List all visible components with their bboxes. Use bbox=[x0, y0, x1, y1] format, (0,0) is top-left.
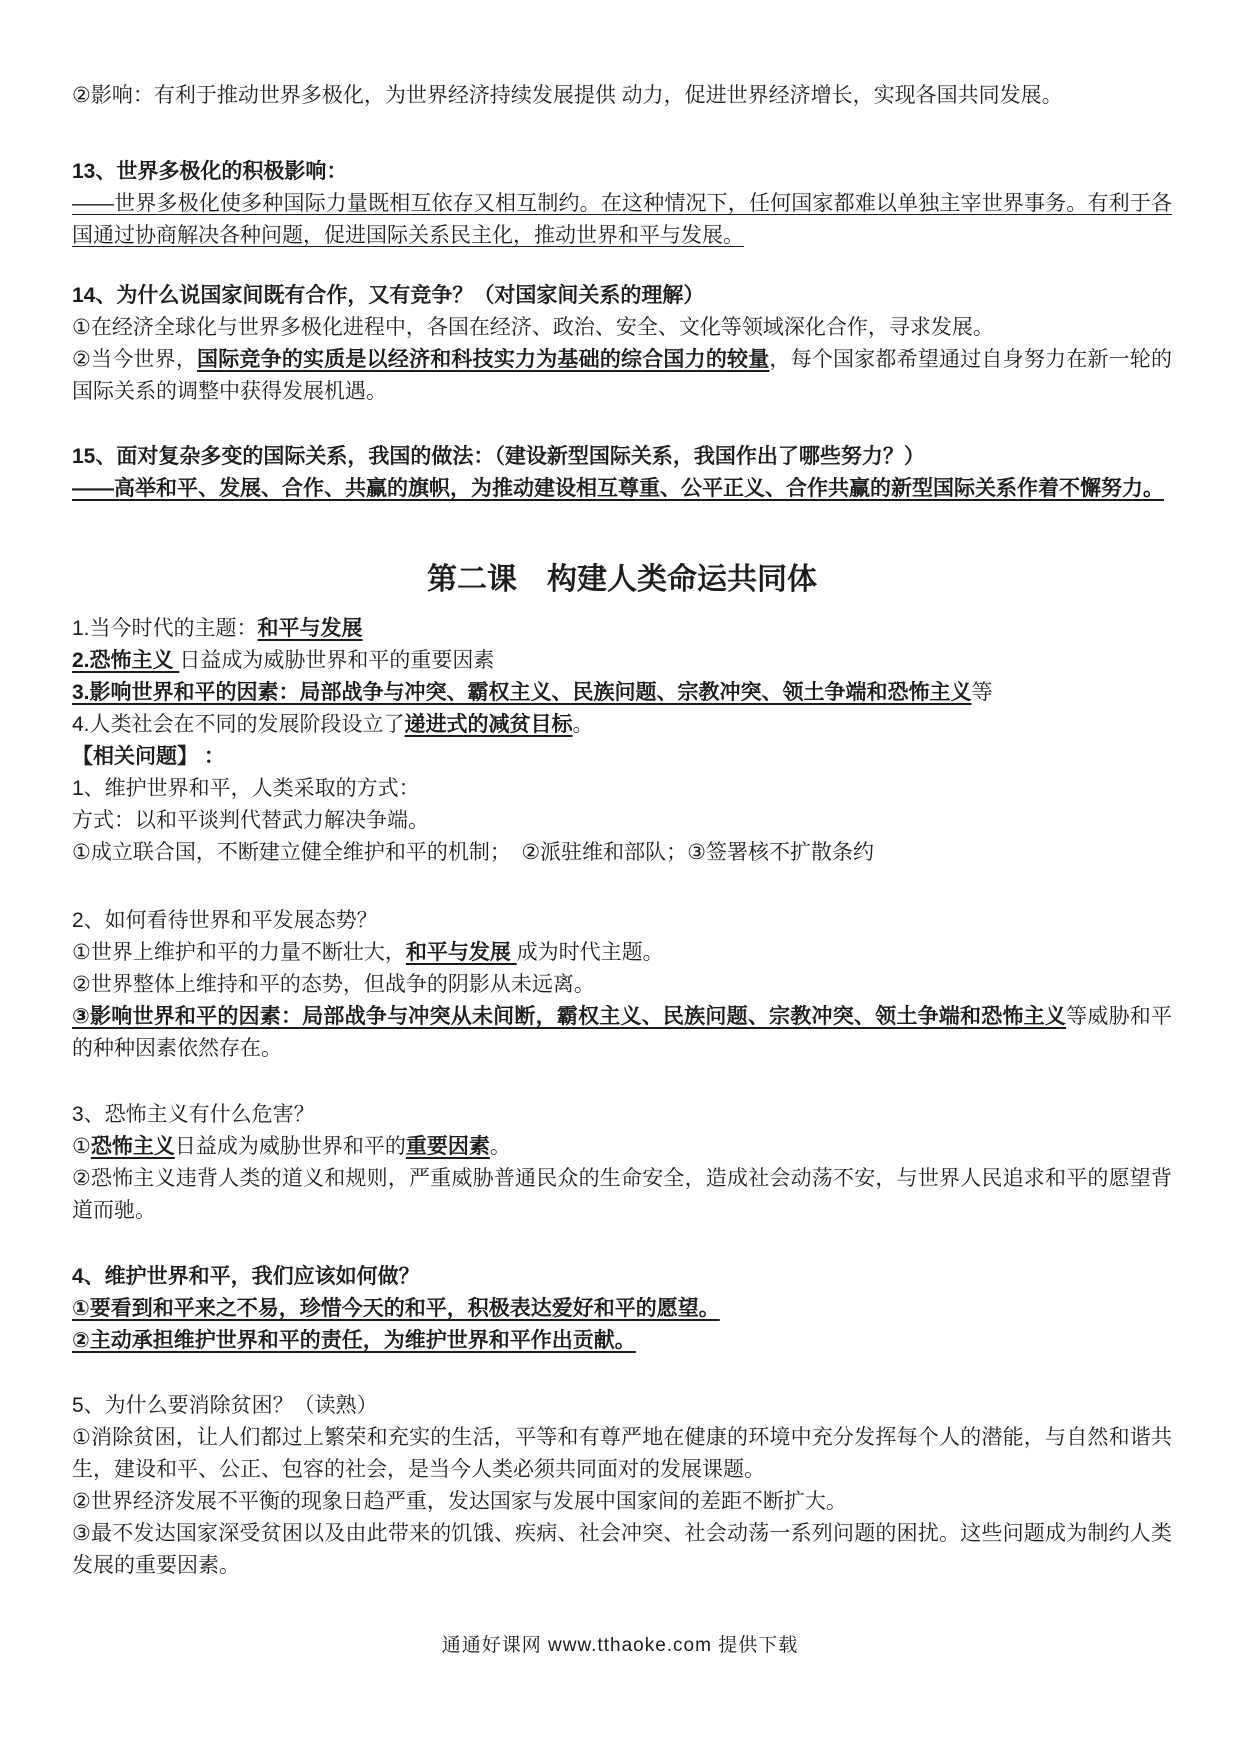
text-segment: ②影响：有利于推动世界多极化，为世界经济持续发展提供 动力，促进世界经济增长，实现各国共同发展。 bbox=[72, 84, 1063, 107]
question-3 bbox=[72, 1099, 1172, 1131]
text-segment: ，每个国家都希望通过自身努力在新一轮的国际关系的调整中获得发展机遇。 bbox=[72, 348, 1173, 403]
key-point-4 bbox=[72, 709, 1172, 741]
text-segment: ①在经济全球化与世界多极化进程中，各国在经济、政治、安全、文化等领域深化合作，寻求发展。 bbox=[72, 316, 994, 339]
text-segment: ②主动承担维护世界和平的责任，为维护世界和平作出贡献。 bbox=[72, 1329, 636, 1352]
paragraph-spacer bbox=[72, 505, 1172, 557]
paragraph-spacer bbox=[72, 252, 1172, 280]
question-5-answer-3 bbox=[72, 1518, 1172, 1582]
text-segment: 重要因素 bbox=[405, 1135, 490, 1158]
question-5-answer-2 bbox=[72, 1486, 1172, 1518]
text-segment: 成为时代主题。 bbox=[516, 941, 664, 964]
paragraph-spacer bbox=[72, 1227, 1172, 1261]
question-4-answer-1 bbox=[72, 1293, 1172, 1325]
text-segment: 方式：以和平谈判代替武力解决争端。 bbox=[72, 809, 429, 832]
text-segment: ——高举和平、发展、合作、共赢的旗帜，为推动建设相互尊重、公平正义、合作共赢的新型国际关系作着不懈努力。 bbox=[72, 477, 1164, 500]
text-segment: 13、世界多极化的积极影响： bbox=[72, 160, 348, 183]
paragraph-spacer bbox=[72, 869, 1172, 905]
answer-15 bbox=[72, 473, 1172, 505]
heading-15 bbox=[72, 441, 1172, 473]
text-segment: ①消除贫困，让人们都过上繁荣和充实的生活，平等和有尊严地在健康的环境中充分发挥每个人的潜能，与自然和谐共生，建设和平、公正、包容的社会，是当今人类必须共同面对的发展课题。 bbox=[72, 1426, 1172, 1481]
text-segment: ③影响世界和平的因素：局部战争与冲突从未间断，霸权主义、民族问题、宗教冲突、领土争端和恐怖主义 bbox=[72, 1005, 1067, 1028]
text-segment: ③最不发达国家深受贫困以及由此带来的饥饿、疾病、社会冲突、社会动荡一系列问题的困扰。这些问题成为制约人类发展的重要因素。 bbox=[72, 1522, 1172, 1577]
text-segment: 5、为什么要消除贫困？（读熟） bbox=[72, 1394, 378, 1417]
text-segment: 15、面对复杂多变的国际关系，我国的做法：（建设新型国际关系，我国作出了哪些努力？） bbox=[72, 445, 925, 468]
text-segment: 1.当今时代的主题： bbox=[72, 617, 258, 640]
heading-13 bbox=[72, 156, 1172, 188]
text-segment: 3、恐怖主义有什么危害？ bbox=[72, 1103, 315, 1126]
text-segment: ②世界经济发展不平衡的现象日趋严重，发达国家与发展中国家间的差距不断扩大。 bbox=[72, 1490, 847, 1513]
text-segment: ②世界整体上维持和平的态势，但战争的阴影从未远离。 bbox=[72, 973, 595, 996]
question-3-answer-2 bbox=[72, 1163, 1172, 1227]
answer-14-2 bbox=[72, 344, 1172, 408]
paragraph-spacer bbox=[72, 1065, 1172, 1099]
question-4 bbox=[72, 1261, 1172, 1293]
answer-13 bbox=[72, 188, 1172, 252]
question-5-answer-1 bbox=[72, 1422, 1172, 1486]
text-segment: 恐怖主义 bbox=[90, 1135, 175, 1158]
text-segment: 2.恐怖主义 bbox=[72, 649, 180, 672]
text-segment: 和平与发展 bbox=[405, 941, 517, 964]
key-point-2 bbox=[72, 645, 1172, 677]
text-segment: 等威胁和平的种种因素依然存在。 bbox=[72, 1005, 1173, 1060]
text-segment: 2、如何看待世界和平发展态势？ bbox=[72, 909, 378, 932]
text-segment: ——世界多极化使多种国际力量既相互依存又相互制约。在这种情况下，任何国家都难以单独主宰世界事务。有利于各国通过协商解决各种问题，促进国际关系民主化，推动世界和平与发展。 bbox=[72, 192, 1172, 247]
text-segment: ①世界上维护和平的力量不断壮大， bbox=[72, 941, 406, 964]
question-3-answer-1 bbox=[72, 1131, 1172, 1163]
text-segment: 1、维护世界和平，人类采取的方式： bbox=[72, 777, 420, 800]
text-segment: 4、维护世界和平，我们应该如何做？ bbox=[72, 1265, 420, 1288]
text-segment: 。 bbox=[572, 713, 594, 736]
paragraph-spacer bbox=[72, 408, 1172, 441]
point-12-impact bbox=[72, 80, 1172, 112]
text-segment: 。 bbox=[489, 1135, 511, 1158]
question-1 bbox=[72, 773, 1172, 805]
question-2-answer-3 bbox=[72, 1001, 1172, 1065]
question-2-answer-1 bbox=[72, 937, 1172, 969]
related-questions-heading bbox=[72, 741, 1172, 773]
heading-14 bbox=[72, 280, 1172, 312]
paragraph-spacer bbox=[72, 112, 1172, 156]
document-body bbox=[72, 80, 1172, 1582]
text-segment: 【相关问题】 ： bbox=[72, 745, 225, 768]
text-segment: ① bbox=[72, 1135, 91, 1158]
text-segment: ②当今世界， bbox=[72, 348, 198, 371]
text-segment: 4.人类社会在不同的发展阶段设立了 bbox=[72, 713, 405, 736]
answer-14-1 bbox=[72, 312, 1172, 344]
question-4-answer-2 bbox=[72, 1325, 1172, 1357]
text-segment: 等 bbox=[971, 681, 993, 704]
page-footer: 通通好课网 www.tthaoke.com 提供下载 bbox=[441, 1635, 799, 1656]
question-2-answer-2 bbox=[72, 969, 1172, 1001]
text-segment: 日益成为威胁世界和平的 bbox=[174, 1135, 406, 1158]
text-segment: 递进式的减贫目标 bbox=[404, 713, 573, 736]
text-segment: 和平与发展 bbox=[257, 617, 363, 640]
lesson-title bbox=[72, 557, 1172, 603]
question-1-answer-items bbox=[72, 837, 1172, 869]
key-point-3 bbox=[72, 677, 1172, 709]
question-1-answer-way bbox=[72, 805, 1172, 837]
text-segment: ②恐怖主义违背人类的道义和规则，严重威胁普通民众的生命安全，造成社会动荡不安，与世界人民追求和平的愿望背道而驰。 bbox=[72, 1167, 1172, 1222]
text-segment: ①要看到和平来之不易，珍惜今天的和平，积极表达爱好和平的愿望。 bbox=[72, 1297, 720, 1320]
text-segment: ①成立联合国，不断建立健全维护和平的机制； ②派驻维和部队；③签署核不扩散条约 bbox=[72, 841, 874, 864]
text-segment: 14、为什么说国家间既有合作，又有竞争？（对国家间关系的理解） bbox=[72, 284, 705, 307]
key-point-1 bbox=[72, 613, 1172, 645]
question-2 bbox=[72, 905, 1172, 937]
question-5 bbox=[72, 1390, 1172, 1422]
text-segment: 日益成为威胁世界和平的重要因素 bbox=[179, 649, 495, 672]
paragraph-spacer bbox=[72, 603, 1172, 613]
text-segment: 第二课 构建人类命运共同体 bbox=[427, 563, 817, 596]
text-segment: 国际竞争的实质是以经济和科技实力为基础的综合国力的较量 bbox=[197, 348, 770, 371]
text-segment: 3.影响世界和平的因素：局部战争与冲突、霸权主义、民族问题、宗教冲突、领土争端和恐怖主义 bbox=[72, 681, 972, 704]
paragraph-spacer bbox=[72, 1357, 1172, 1390]
